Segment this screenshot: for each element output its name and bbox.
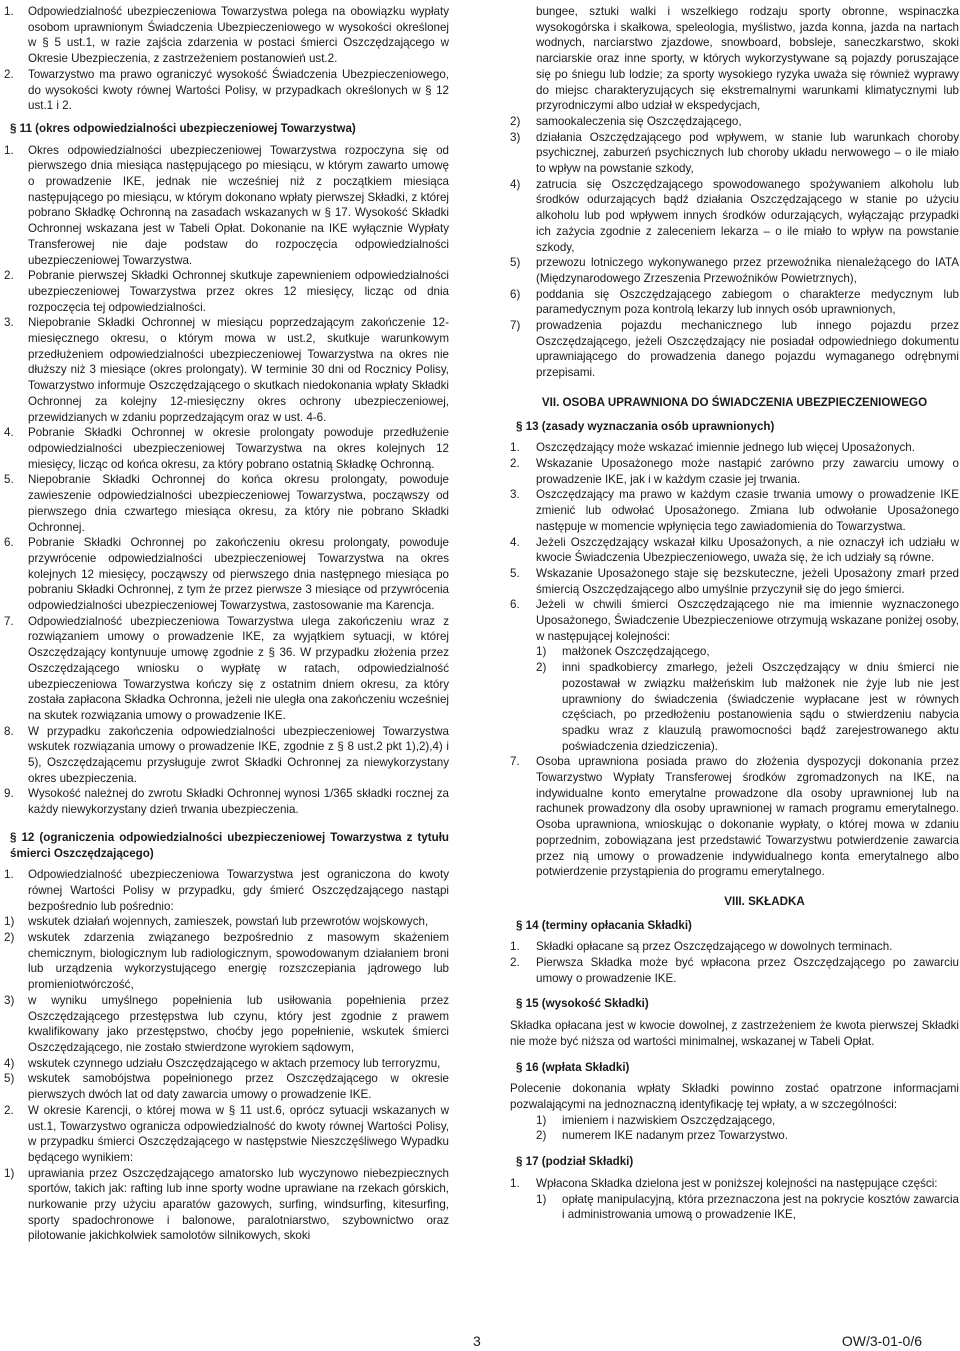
list-item: 1. Odpowiedzialność ubezpieczeniowa Towarzystwa polega na obowiązku wypłaty osobom uprawnionym Świadczenia Ubezpieczeniowego w wysokości określonej w § 5 ust.1, w razie zajścia zdarzenia w postaci śmierci Oszczędzającego w Okresie Ubezpieczenia, z zastrzeżeniem postanowień ust.2. (4, 5, 449, 66)
section-17-list (510, 1176, 959, 1223)
left-column (4, 4, 449, 1244)
sub-list-item: 1) małżonek Oszczędzającego, (536, 645, 710, 659)
list-item: 6. Pobranie Składki Ochronnej po zakończeniu okresu prolongaty, powoduje przywrócenie odpowiedzialności ubezpieczeniowej Towarzystwa na okres kolejnych 12 miesięcy, począwszy od pierwszego dnia następnego miesiąca po pobraniu Składki Ochronnej, z tym że przez pierwsze 3 miesiące od przywrócenia odpowiedzialności ubezpieczeniowej Towarzystwa, zastosowanie ma Karencja. (4, 536, 449, 613)
list-item: 1. Odpowiedzialność ubezpieczeniowa Towarzystwa jest ograniczona do kwoty równej Wartości Polisy w przypadku, gdy śmierć Oszczędzającego nastąpi bezpośrednio lub pośrednio: (4, 868, 449, 913)
list-item: 1. Oszczędzający może wskazać imiennie jednego lub więcej Uposażonych. (510, 441, 915, 455)
list-item: 2. Pobranie pierwszej Składki Ochronnej skutkuje zapewnieniem odpowiedzialności ubezpieczeniowej Towarzystwa przez okres 12 miesięcy, licząc od dnia rozpoczęcia tej odpowiedzialności. (4, 269, 449, 314)
sub-list-item: 1) uprawiania przez Oszczędzającego amatorsko lub wyczynowo niebezpiecznych sportów, takich jak: rafting lub inne sporty wodne uprawiane na rzekach górskich, nurkowanie przy użyciu aparatów gazowych, surfing, windsurfing, kitesurfing, sporty spadochronowe i balonowe, paralotniarstwo, szybownictwo oraz pilotowanie jakichkolwiek samolotów silnikowych, skoki (4, 1166, 449, 1243)
sub-list-item: 2) wskutek zdarzenia związanego bezpośrednio z masowym skażeniem chemicznym, biologicznym lub radiologicznym, spowodowanym działaniem broni lub urządzenia wykorzystującego energię rozszczepiania jądrowego lub promieniotwórczość, (4, 931, 449, 992)
section-heading-12: § 12 (ograniczenia odpowiedzialności ubezpieczeniowej Towarzystwa z tytułu śmierci Oszczędzającego) (10, 830, 449, 860)
list-item: 1. Wpłacona Składka dzielona jest w poniższej kolejności na następujące części: (510, 1176, 938, 1190)
right-column (510, 4, 959, 1223)
sub-list-item: 2) samookaleczenia się Oszczędzającego, (510, 114, 742, 128)
sub-list-item: 1) imieniem i nazwiskiem Oszczędzającego, (536, 1113, 776, 1127)
list-item: 7. Osoba uprawniona posiada prawo do złożenia dyspozycji dokonania przez Towarzystwo Wypłaty Transferowej środków zgromadzonych na IKE, na indywidualne konto emerytalne prowadzone dla osoby uprawnionej lub na rachunek prowadzony dla osoby uprawnionej w ramach programu emerytalnego. Osoba uprawniona, wnioskując o dokonanie wypłaty, o której mowa w zdaniu poprzednim, zobowiązana jest przedstawić Towarzystwu potwierdzenie zawarcia przez nią umowy o prowadzenie indywidualnego konta emerytalnego albo potwierdzenie przystąpienia do programu emerytalnego. (510, 755, 959, 879)
section-14-list (510, 939, 959, 986)
sub-list (4, 914, 449, 1102)
list-item: 2. Pierwsza Składka może być wpłacona przez Oszczędzającego po zawarciu umowy o prowadzenie IKE. (510, 956, 959, 985)
list-item: 5. Wskazanie Uposażonego staje się bezskuteczne, jeżeli Uposażony zmarł przed śmiercią Oszczędzającego albo umyślnie przyczynił się do jego śmierci. (510, 566, 959, 596)
sub-list (510, 644, 959, 754)
section-heading-17: § 17 (podział Składki) (516, 1155, 634, 1169)
list-item: 1. Okres odpowiedzialności ubezpieczeniowej Towarzystwa rozpoczyna się od pierwszego dnia miesiąca następującego po miesiącu, w którym zawarto umowę o prowadzenie IKE, jednak nie wcześniej niż z początkiem miesiąca następującego po miesiącu, w którym dokonano wpłaty pierwszej Składki, z której pobrano Składkę Ochronną na zasadach wskazanych w § 17. Wysokość Składki Ochronnej wskazana jest w Tabeli Opłat. Dokonanie na IKE wyłącznie Wypłaty Transferowej nie daje podstaw do rozpoczęcia odpowiedzialności ubezpieczeniowej Towarzystwa. (4, 143, 449, 267)
list-item: 3. Oszczędzający ma prawo w każdym czasie trwania umowy o prowadzenie IKE zmienić lub odwołać Uposażonego. Zmiana lub odwołanie Uposażonego następuje w momencie wpłynięcia tego zawiadomienia do Towarzystwa. (510, 488, 959, 533)
chapter-heading-viii: VIII. SKŁADKA (724, 894, 805, 908)
sub-list-item: 5) wskutek samobójstwa popełnionego przez Oszczędzającego w okresie pierwszych dwóch lat od daty zawarcia umowy o prowadzenie IKE. (4, 1072, 449, 1102)
sub-list-item: 6) poddania się Oszczędzającego zabiegom o charakterze medycznym lub paramedycznym poza kontrolą lekarzy lub innych osób uprawnionych, (510, 287, 959, 317)
list-item: 4. Pobranie Składki Ochronnej w okresie prolongaty powoduje przedłużenie odpowiedzialności ubezpieczeniowej Towarzystwa na okres kolejnych 12 miesięcy, licząc od końca okresu, za który pobrano ostatnią Składkę Ochronną. (4, 426, 449, 471)
section-heading-13: § 13 (zasady wyznaczania osób uprawnionych) (516, 419, 775, 433)
chapter-heading-vii: VII. OSOBA UPRAWNIONA DO ŚWIADCZENIA UBEZPIECZENIOWEGO (541, 395, 928, 409)
list-item: 3. Niepobranie Składki Ochronnej w miesiącu poprzedzającym zakończenie 12-miesięcznego okresu, o którym mowa w ust.2, skutkuje warunkowym przedłużeniem odpowiedzialności ubezpieczeniowej Towarzystwa na okres nie dłuższy niż 3 miesiące (okres prolongaty). W terminie 30 dni od Rocznicy Polisy, Towarzystwo informuje Oszczędzającego o skutkach niedokonania wpłaty Składki Ochronnej za kolejny 12-miesięczny okres ochrony ubezpieczeniowej, przewidzianych w zdaniu poprzedzającym oraz w ust. 4-6. (4, 316, 449, 424)
continued-text: bungee, sztuki walki i wszelkiego rodzaju sporty obronne, wspinaczka wysokogórska i skałkowa, speleologia, myślistwo, jazda konna, jazda na nartach wodnych, narciarstwo zjazdowe, snowboard, bobsleje, saneczkarstwo, skoki narciarskie oraz inne sporty, w których wykorzystywane są pojazdy poruszające się po śniegu lub lodzie; za sporty wysokiego ryzyka uważa się również wyprawy do miejsc charakteryzujących się ekstremalnymi warunkami klimatycznymi lub przyrodniczymi albo udział w ekspedycjach, (536, 5, 959, 113)
list-item: 2. W okresie Karencji, o której mowa w § 11 ust.6, oprócz sytuacji wskazanych w ust.1, Towarzystwo ogranicza odpowiedzialność do kwoty równej Wartości Polisy, w przypadku śmierci Oszczędzającego w następstwie Nieszczęśliwego Wypadku będącego wynikiem: (4, 1103, 449, 1164)
section-15-text: Składka opłacana jest w kwocie dowolnej, z zastrzeżeniem że kwota pierwszej Składki nie może być niższa od wartości minimalnej, wskazanej w Tabeli Opłat. (510, 1019, 959, 1048)
section-16-text: Polecenie dokonania wpłaty Składki powinno zostać opatrzone informacjami pozwalającymi na jednoznaczną identyfikację tej wpłaty, a w szczególności: (510, 1082, 959, 1111)
section-heading-14: § 14 (terminy opłacania Składki) (516, 918, 692, 932)
sub-list-item: 4) zatrucia się Oszczędzającego spowodowanego spożywaniem alkoholu lub środków odurzających bądź działania Oszczędzającego w stanie po użyciu alkoholu lub pod wpływem innych środków odurzających, wyłączając przypadki ich zażycia zgodnie z zaleceniem lekarza – o ile miało to wpływ na powstanie szkody, (510, 177, 959, 254)
list-item: 1. Składki opłacane są przez Oszczędzającego w dowolnych terminach. (510, 940, 893, 954)
list-item: 2. Wskazanie Uposażonego może nastąpić zarówno przy zawarciu umowy o prowadzenie IKE, jak i w każdym czasie jej trwania. (510, 456, 959, 486)
list-item: 8. W przypadku zakończenia odpowiedzialności ubezpieczeniowej Towarzystwa wskutek rozwiązania umowy o prowadzenie IKE, zgodnie z § 8 ust.2 pkt 1),2),4) i 5), Oszczędzającemu przysługuje zwrot Składki Ochronnej za niewykorzystany okres ubezpieczenia. (4, 724, 449, 785)
sub-list (510, 1192, 959, 1223)
sub-list (4, 1166, 449, 1245)
continued-sub-list (510, 114, 959, 381)
sub-list-item: 3) w wyniku umyślnego popełnienia lub usiłowania popełnienia przez Oszczędzającego przestępstwa lub czynu, który jest zgodnie z prawem kwalifikowany jako przestępstwo, choćby jego popełnienie, wskutek śmierci Oszczędzającego, nie zostało stwierdzone wyrokiem sądowym, (4, 993, 449, 1054)
sub-list (510, 1113, 959, 1144)
sub-list-item: 7) prowadzenia pojazdu mechanicznego lub innego pojazdu przez Oszczędzającego, jeżeli Oszczędzający nie posiadał odpowiedniego dokumentu uprawniającego do prowadzenia danego pojazdu wymaganego odrębnymi przepisami. (510, 319, 959, 380)
section-12-list (4, 867, 449, 1244)
sub-list-item: 2) numerem IKE nadanym przez Towarzystwo. (536, 1129, 788, 1143)
list-item: 4. Jeżeli Oszczędzający wskazał kilku Uposażonych, a nie oznaczył ich udziału w kwocie Świadczenia Ubezpieczeniowego, uważa się, że ich udziały są równe. (510, 535, 959, 565)
list-item: 7. Odpowiedzialność ubezpieczeniowa Towarzystwa ulega zakończeniu wraz z rozwiązaniem umowy o prowadzenie IKE, za wyjątkiem sytuacji, w której Oszczędzający kontynuuje umowę zgodnie z § 36. W przypadku złożenia przez Oszczędzającego wniosku o wypłatę w ratach, odpowiedzialność ubezpieczeniowa Towarzystwa kończy się z ostatnim dniem okresu, za który została zapłacona Składka Ochronna, jeżeli nie uległa ona zakończeniu wcześniej na skutek rozwiązania umowy o prowadzenie IKE. (4, 614, 449, 722)
list-item: 6. Jeżeli w chwili śmierci Oszczędzającego nie ma imiennie wyznaczonego Uposażonego, Świadczenie Ubezpieczeniowe otrzymują wskazane poniżej osoby, w następującej kolejności: (510, 598, 959, 643)
section-11-list (4, 143, 449, 818)
sub-list-item: 3) działania Oszczędzającego pod wpływem, w stanie lub warunkach choroby psychicznej, zaburzeń psychicznych lub choroby układu nerwowego – o ile miało to wpływ na powstanie szkody, (510, 130, 959, 176)
sub-list-item: 1) wskutek działań wojennych, zamieszek, powstań lub przewrotów wojskowych, (4, 915, 429, 929)
section-heading-11: § 11 (okres odpowiedzialności ubezpieczeniowej Towarzystwa) (10, 121, 356, 135)
section-heading-16: § 16 (wpłata Składki) (516, 1060, 630, 1074)
page-number: 3 (473, 1333, 481, 1349)
list-item: 2. Towarzystwo ma prawo ograniczyć wysokość Świadczenia Ubezpieczeniowego, do wysokości kwoty równej Wartości Polisy, w przypadkach określonych w § 12 ust.1 i 2. (4, 67, 449, 113)
intro-list (4, 4, 449, 114)
list-item: 5. Niepobranie Składki Ochronnej do końca okresu prolongaty, powoduje zawieszenie odpowiedzialności ubezpieczeniowej Towarzystwa, począwszy od pierwszego dnia czwartego miesiąca okresu, za który nie pobrano Składki Ochronnej. (4, 473, 449, 534)
sub-list-item: 4) wskutek czynnego udziału Oszczędzającego w aktach przemocy lub terroryzmu, (4, 1056, 441, 1070)
list-item: 9. Wysokość należnej do zwrotu Składki Ochronnej wynosi 1/365 składki rocznej za każdy niewykorzystany dzień trwania ubezpieczenia. (4, 787, 449, 817)
document-code: OW/3-01-0/6 (841, 1333, 922, 1349)
section-heading-15: § 15 (wysokość Składki) (516, 997, 649, 1011)
sub-list-item: 5) przewozu lotniczego wykonywanego przez przewoźnika nienależącego do IATA (Międzynarodowego Zrzeszenia Przewoźników Powietrznych), (510, 256, 959, 285)
section-13-list (510, 440, 959, 880)
sub-list-item: 1) opłatę manipulacyjną, która przeznaczona jest na pokrycie kosztów zawarcia i administrowania umową o prowadzenie IKE, (536, 1192, 959, 1222)
sub-list-item: 2) inni spadkobiercy zmarłego, jeżeli Oszczędzający w dniu śmierci nie pozostawał w związku małżeńskim lub małżonek nie żyje lub nie jest uprawniony do świadczenia (świadczenie wypłacane jest w równych częściach, po przedłożeniu postanowienia sądu o stwierdzeniu nabycia spadku wraz z klauzulą prawomocności bądź zarejestrowanego aktu poświadczenia dziedziczenia). (536, 661, 959, 753)
